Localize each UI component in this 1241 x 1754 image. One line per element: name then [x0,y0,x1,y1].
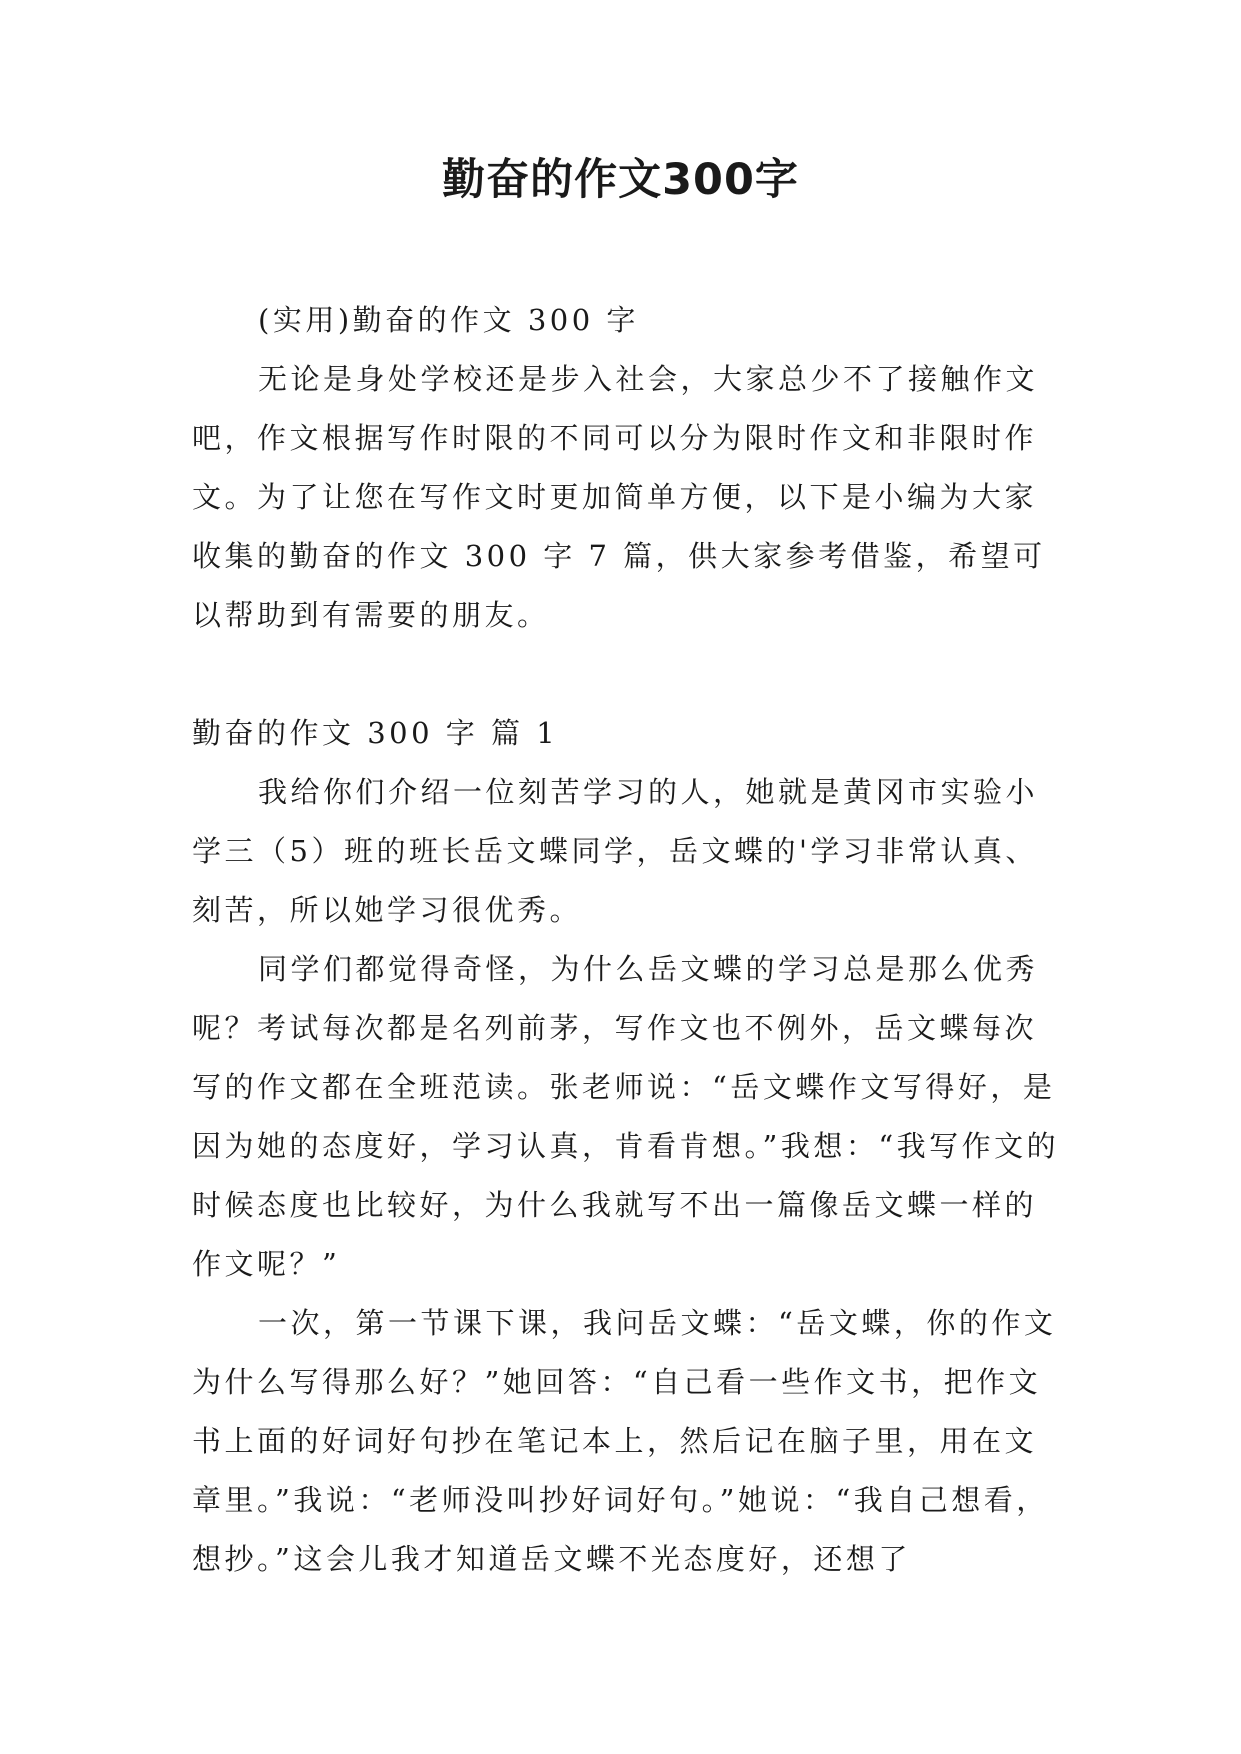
document-body [192,291,1062,1589]
section-heading: 勤奋的作文 300 字 篇 1 [192,716,559,750]
intro-paragraph: 无论是身处学校还是步入社会，大家总少不了接触作文吧，作文根据写作时限的不同可以分为限时作文和非限时作文。为了让您在写作文时更加简单方便，以下是小编为大家收集的勤奋的作文 300 字 7 篇，供大家参考借鉴，希望可以帮助到有需要的朋友。 [192,362,1046,632]
body-paragraph-3: 一次，第一节课下课，我问岳文蝶：“岳文蝶，你的作文为什么写得那么好？”她回答：“自己看一些作文书，把作文书上面的好词好句抄在笔记本上，然后记在脑子里，用在文章里。”我说：“老师没叫抄好词好句。”她说：“我自己想看，想抄。”这会儿我才知道岳文蝶不光态度好，还想了 [192,1306,1057,1576]
document-subtitle: (实用)勤奋的作文 300 字 [258,303,639,337]
body-paragraph-1: 我给你们介绍一位刻苦学习的人，她就是黄冈市实验小学三（5）班的班长岳文蝶同学，岳文蝶的'学习非常认真、刻苦，所以她学习很优秀。 [192,775,1039,927]
document-title: 勤奋的作文300字 [442,155,799,205]
body-paragraph-2: 同学们都觉得奇怪，为什么岳文蝶的学习总是那么优秀呢？考试每次都是名列前茅，写作文也不例外，岳文蝶每次写的作文都在全班范读。张老师说：“岳文蝶作文写得好，是因为她的态度好，学习认真，肯看肯想。”我想：“我写作文的时候态度也比较好，为什么我就写不出一篇像岳文蝶一样的作文呢？” [192,952,1060,1281]
